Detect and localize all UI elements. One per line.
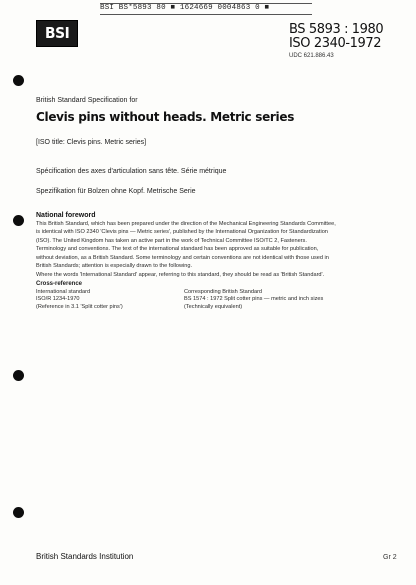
standard-number-block (289, 23, 409, 61)
national-foreword-heading: National foreword (36, 212, 96, 219)
foreword-line: Terminology and conventions. The text of the international standard has been approved as suitable for publication, (36, 246, 319, 253)
document-title: Clevis pins without heads. Metric series (36, 110, 295, 124)
cross-ref-cell: BS 1574 : 1972 Split cotter pins — metric and inch sizes (184, 296, 324, 303)
catalogue-header-strip: BSI BS*5893 80 ■ 1624669 0004863 0 ■ (100, 3, 312, 15)
punch-hole-lower-middle (13, 370, 24, 381)
foreword-line: is identical with ISO 2340 'Clevis pins — Metric series', published by the International Organization for Standardization (36, 229, 328, 236)
foreword-paragraph-1 (36, 221, 396, 245)
cross-reference-heading: Cross-reference (36, 281, 83, 288)
foreword-line: without deviation, as a British Standard. Some terminology and certain conventions are not identical with those used in (36, 254, 329, 261)
cross-ref-column-header: International standard (36, 289, 91, 296)
document-content (36, 96, 396, 311)
bsi-logo (36, 20, 78, 47)
foreword-line: Where the words 'International Standard' appear, referring to this standard, they should be read as 'British Standard'. (36, 271, 325, 278)
cross-ref-cell: (Reference in 3.1 'Split cotter pins') (36, 303, 123, 310)
price-group: Gr 2 (383, 554, 397, 561)
cross-ref-column-header: Corresponding British Standard (184, 289, 263, 296)
cross-ref-cell: (Technically equivalent) (184, 303, 243, 310)
german-title: Spezifikation für Bolzen ohne Kopf. Metrische Serie (36, 188, 196, 195)
bsi-logo-text: BSI (44, 24, 70, 42)
cross-reference-table (36, 289, 396, 311)
foreword-line: British Standards; attention is especially drawn to the following. (36, 262, 193, 269)
iso-number: ISO 2340-1972 (289, 36, 382, 51)
cross-ref-cell: ISO/R 1234-1970 (36, 296, 80, 303)
bs-number: BS 5893 : 1980 (289, 22, 384, 37)
publisher-name: British Standards Institution (36, 552, 134, 561)
spec-kicker: British Standard Specification for (36, 97, 138, 104)
foreword-paragraph-2 (36, 246, 396, 270)
punch-hole-upper-middle (13, 215, 24, 226)
foreword-line: (ISO). The United Kingdom has taken an active part in the work of Technical Committee ISO/TC 2, Fasteners. (36, 237, 307, 244)
foreword-paragraph-3 (36, 272, 396, 279)
french-title: Spécification des axes d'articulation sans tête. Série métrique (36, 168, 227, 175)
punch-hole-top (13, 75, 24, 86)
punch-hole-bottom (13, 507, 24, 518)
foreword-line: This British Standard, which has been prepared under the direction of the Mechanical Engineering Standards Committee, (36, 221, 336, 227)
iso-title: [ISO title: Clevis pins. Metric series] (36, 139, 147, 146)
udc-number: UDC 621.886.43 (289, 53, 334, 59)
